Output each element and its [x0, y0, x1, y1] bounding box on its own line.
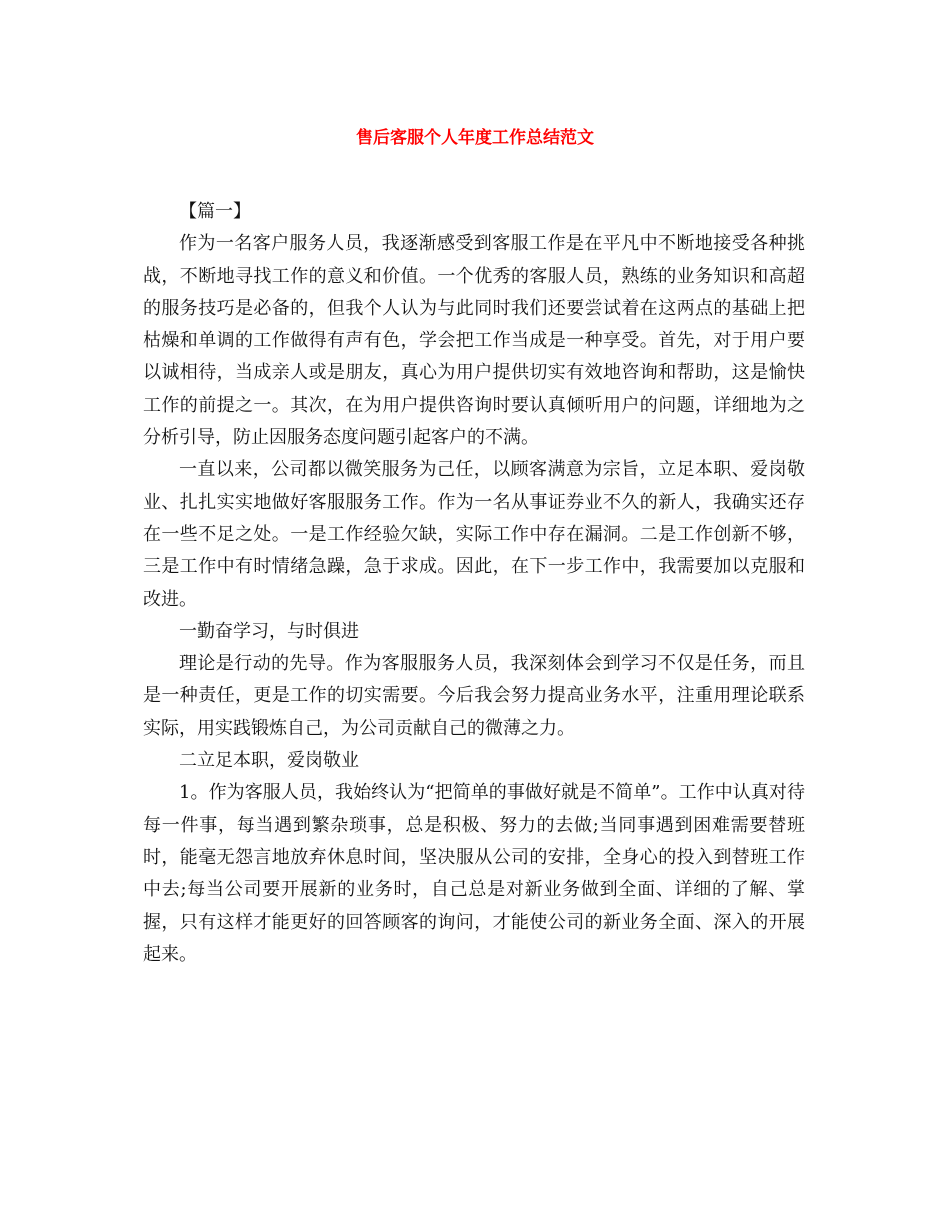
document-body — [143, 196, 805, 971]
document-title: 售后客服个人年度工作总结范文 — [356, 128, 594, 148]
subheading-dedication: 二立足本职，爱岗敬业 — [179, 750, 359, 772]
body-paragraph: 作为一名客户服务人员，我逐渐感受到客服工作是在平凡中不断地接受各种挑战，不断地寻找工作的意义和价值。一个优秀的客服人员，熟练的业务知识和高超的服务技巧是必备的，但我个人认为与此同时我们还要尝试着在这两点的基础上把枯燥和单调的工作做得有声有色，学会把工作当成是一种享受。首先，对于用户要以诚相待，当成亲人或是朋友，真心为用户提供切实有效地咨询和帮助，这是愉快工作的前提之一。其次，在为用户提供咨询时要认真倾听用户的问题，详细地为之分析引导，防止因服务态度问题引起客户的不满。 — [143, 233, 805, 449]
subheading-study: 一勤奋学习，与时俱进 — [179, 620, 359, 642]
body-paragraph: 1。作为客服人员，我始终认为“把简单的事做好就是不简单”。工作中认真对待每一件事，每当遇到繁杂琐事，总是积极、努力的去做;当同事遇到困难需要替班时，能毫无怨言地放弃休息时间，坚决服从公司的安排，全身心的投入到替班工作中去;每当公司要开展新的业务时，自己总是对新业务做到全面、详细的了解、掌握，只有这样才能更好的回答顾客的询问，才能使公司的新业务全面、深入的开展起来。 — [143, 782, 805, 965]
section-heading-part-one: 【篇一】 — [179, 201, 251, 222]
body-paragraph: 理论是行动的先导。作为客服服务人员，我深刻体会到学习不仅是任务，而且是一种责任，更是工作的切实需要。今后我会努力提高业务水平，注重用理论联系实际，用实践锻炼自己，为公司贡献自己的微薄之力。 — [143, 653, 805, 739]
body-paragraph: 一直以来，公司都以微笑服务为己任，以顾客满意为宗旨，立足本职、爱岗敬业、扎扎实实地做好客服服务工作。作为一名从事证券业不久的新人，我确实还存在一些不足之处。一是工作经验欠缺，实际工作中存在漏洞。二是工作创新不够，三是工作中有时情绪急躁，急于求成。因此，在下一步工作中，我需要加以克服和改进。 — [143, 459, 805, 610]
